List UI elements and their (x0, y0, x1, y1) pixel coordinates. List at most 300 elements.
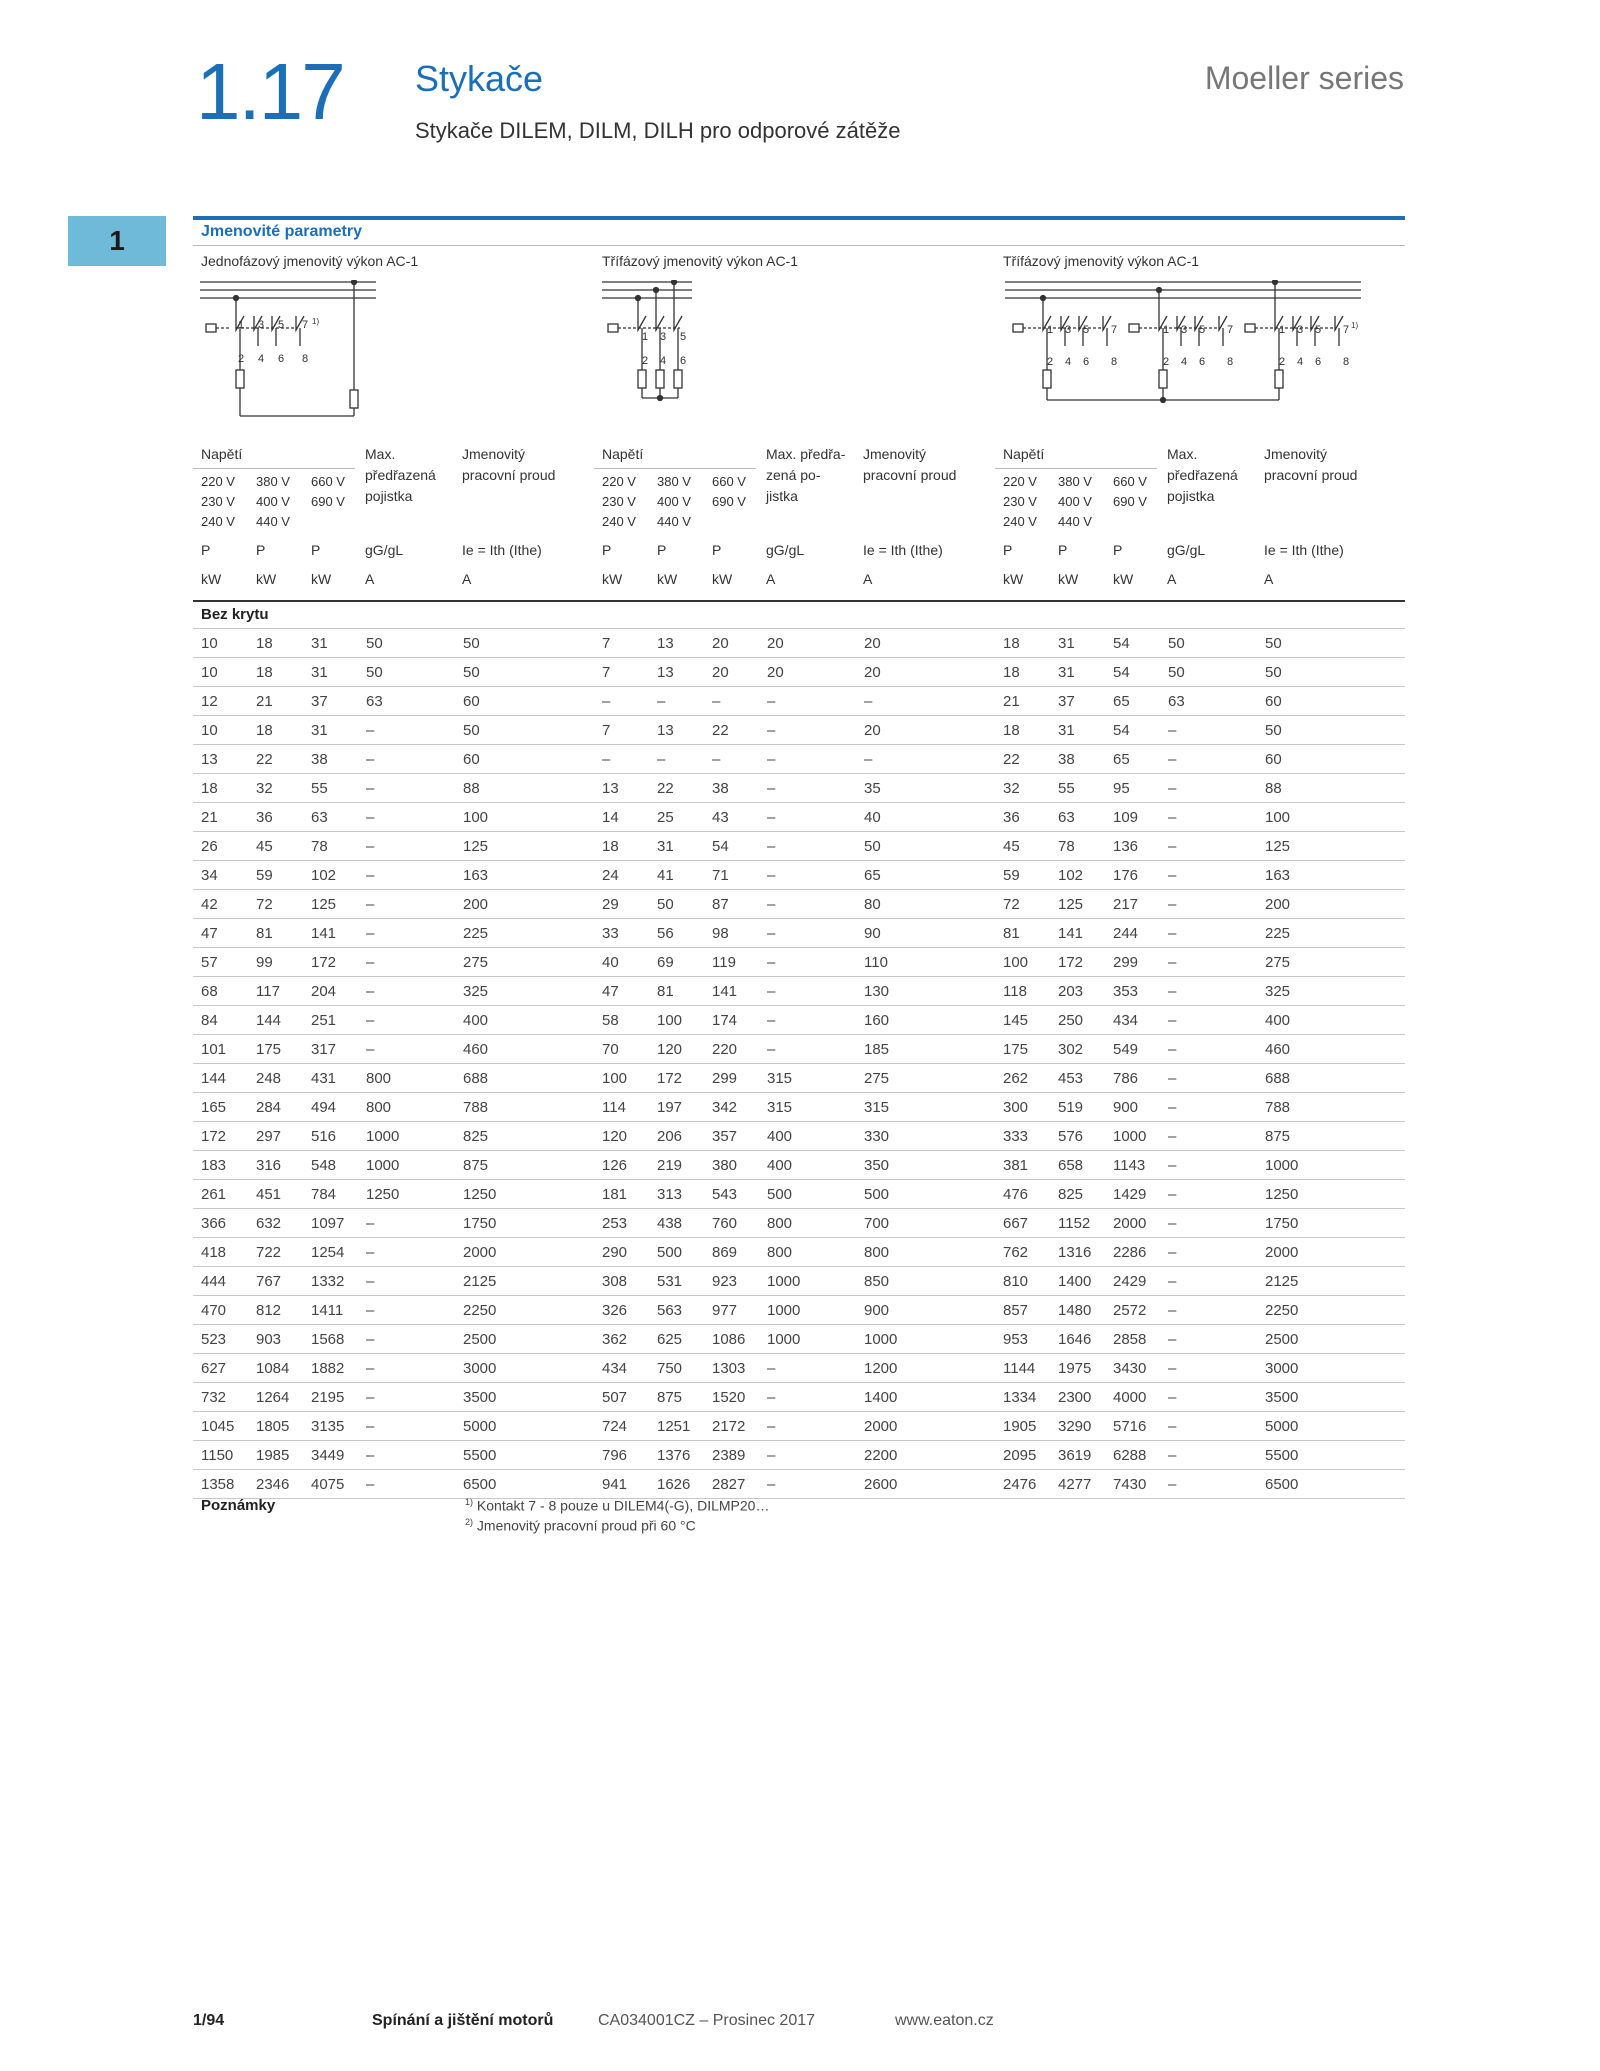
table-cell: 1200 (856, 1354, 995, 1383)
table-cell: 50 (649, 890, 704, 919)
unit-kw: kW (256, 571, 277, 587)
table-cell: – (649, 687, 704, 716)
table-cell: – (759, 890, 856, 919)
table-cell: 875 (455, 1151, 594, 1180)
table-cell: – (1160, 1035, 1257, 1064)
table-cell: 632 (248, 1209, 303, 1238)
table-cell: 217 (1105, 890, 1160, 919)
footnote-text: Jmenovitý pracovní proud při 60 °C (476, 1517, 696, 1534)
table-cell: – (1160, 716, 1257, 745)
table-cell: 54 (704, 832, 759, 861)
table-row (193, 745, 1405, 774)
table-cell: 431 (303, 1064, 358, 1093)
table-cell: 10 (193, 658, 248, 687)
table-cell: 1045 (193, 1412, 248, 1441)
table-cell: 114 (594, 1093, 649, 1122)
table-cell: 2000 (1105, 1209, 1160, 1238)
table-cell: 141 (303, 919, 358, 948)
table-cell: 38 (704, 774, 759, 803)
table-cell: 7 (594, 716, 649, 745)
table-cell: 45 (995, 832, 1050, 861)
table-cell: – (759, 774, 856, 803)
table-cell: 1411 (303, 1296, 358, 1325)
table-header-group (995, 444, 1405, 594)
terminal-label: 4 (1297, 356, 1304, 368)
table-cell: 141 (1050, 919, 1105, 948)
table-cell: – (358, 1006, 455, 1035)
voltage-header: Napětí (1003, 446, 1045, 462)
table-cell: 21 (248, 687, 303, 716)
table-cell: 136 (1105, 832, 1160, 861)
table-cell: 500 (649, 1238, 704, 1267)
terminal-label: 4 (258, 353, 265, 365)
table-cell: 722 (248, 1238, 303, 1267)
footer-catalog-code: CA034001CZ – Prosinec 2017 (598, 2012, 816, 2029)
unit-a: A (1167, 571, 1177, 587)
table-cell: – (759, 861, 856, 890)
table-cell: 18 (248, 658, 303, 687)
table-cell: – (358, 1412, 455, 1441)
unit-a: A (863, 571, 873, 587)
table-cell: 56 (649, 919, 704, 948)
table-cell: 13 (649, 716, 704, 745)
table-row (193, 1093, 1405, 1122)
table-cell: 120 (594, 1122, 649, 1151)
power-symbol: P (311, 542, 321, 558)
table-cell: 175 (995, 1035, 1050, 1064)
table-cell: 1144 (995, 1354, 1050, 1383)
table-row (193, 687, 1405, 716)
table-cell: 451 (248, 1180, 303, 1209)
voltage-value: 220 V (602, 474, 636, 489)
table-row (193, 919, 1405, 948)
table-row (193, 658, 1405, 687)
table-cell: 284 (248, 1093, 303, 1122)
table-cell: 13 (594, 774, 649, 803)
table-cell: 3500 (1257, 1383, 1405, 1412)
unit-kw: kW (201, 571, 222, 587)
table-cell: 3290 (1050, 1412, 1105, 1441)
table-row (193, 1441, 1405, 1470)
table-cell: 2346 (248, 1470, 303, 1499)
table-cell: 13 (649, 658, 704, 687)
table-cell: 163 (455, 861, 594, 890)
voltage-value: 230 V (602, 494, 636, 509)
footer-url[interactable]: www.eaton.cz (895, 2012, 994, 2029)
table-cell: 31 (303, 716, 358, 745)
table-cell: 100 (649, 1006, 704, 1035)
table-cell: – (759, 745, 856, 774)
terminal-label: 6 (278, 353, 285, 365)
table-cell: 326 (594, 1296, 649, 1325)
table-cell: 903 (248, 1325, 303, 1354)
table-cell: – (358, 1296, 455, 1325)
table-row (193, 1238, 1405, 1267)
table-row (193, 1267, 1405, 1296)
table-cell: 1303 (704, 1354, 759, 1383)
table-cell: 50 (358, 629, 455, 658)
table-cell: 2125 (1257, 1267, 1405, 1296)
table-cell: 250 (1050, 1006, 1105, 1035)
table-cell: 50 (1160, 629, 1257, 658)
unit-a: A (462, 571, 472, 587)
terminal-label: 8 (1343, 356, 1350, 368)
table-cell: 1316 (1050, 1238, 1105, 1267)
table-cell: 762 (995, 1238, 1050, 1267)
table-cell: 444 (193, 1267, 248, 1296)
table-cell: 434 (594, 1354, 649, 1383)
table-cell: 2827 (704, 1470, 759, 1499)
table-cell: 181 (594, 1180, 649, 1209)
table-cell: 117 (248, 977, 303, 1006)
table-cell: 65 (1105, 687, 1160, 716)
table-cell: 3000 (1257, 1354, 1405, 1383)
table-cell: 7430 (1105, 1470, 1160, 1499)
table-cell: 325 (1257, 977, 1405, 1006)
table-cell: 29 (594, 890, 649, 919)
table-cell: 317 (303, 1035, 358, 1064)
voltage-value: 240 V (602, 514, 636, 529)
column-title-single-phase: Jednofázový jmenovitý výkon AC-1 (201, 253, 419, 269)
power-symbol: P (712, 542, 722, 558)
table-cell: 825 (1050, 1180, 1105, 1209)
table-cell: 500 (856, 1180, 995, 1209)
terminal-label: 8 (1227, 356, 1234, 368)
table-cell: – (358, 977, 455, 1006)
table-cell: 50 (1257, 629, 1405, 658)
table-cell: 50 (455, 629, 594, 658)
table-cell: 90 (856, 919, 995, 948)
table-cell: – (358, 1035, 455, 1064)
table-row (193, 1383, 1405, 1412)
table-cell: 251 (303, 1006, 358, 1035)
page-title: Stykače (415, 58, 544, 99)
table-cell: 2300 (1050, 1383, 1105, 1412)
table-cell: 953 (995, 1325, 1050, 1354)
table-cell: 688 (1257, 1064, 1405, 1093)
table-row (193, 716, 1405, 745)
table-cell: – (1160, 890, 1257, 919)
table-cell: 300 (995, 1093, 1050, 1122)
terminal-label: 4 (1065, 356, 1072, 368)
table-cell: 1264 (248, 1383, 303, 1412)
table-cell: – (358, 890, 455, 919)
table-cell: – (358, 1354, 455, 1383)
table-cell: 50 (856, 832, 995, 861)
column-title-three-phase-b: Třífázový jmenovitý výkon AC-1 (1003, 253, 1200, 269)
table-cell: 353 (1105, 977, 1160, 1006)
table-cell: – (358, 832, 455, 861)
table-cell: – (704, 687, 759, 716)
table-cell: 50 (1160, 658, 1257, 687)
table-cell: 43 (704, 803, 759, 832)
table-cell: 6288 (1105, 1441, 1160, 1470)
terminal-label: 5 (680, 331, 687, 343)
section-accent-bar (193, 216, 1405, 220)
table-cell: 850 (856, 1267, 995, 1296)
table-cell: 47 (193, 919, 248, 948)
fuse-type: gG/gL (766, 542, 805, 558)
table-row (193, 861, 1405, 890)
table-cell: 1000 (759, 1325, 856, 1354)
terminal-label: 2 (238, 353, 245, 365)
table-cell: 125 (1050, 890, 1105, 919)
table-cell: 244 (1105, 919, 1160, 948)
table-cell: 767 (248, 1267, 303, 1296)
table-cell: 20 (856, 658, 995, 687)
table-cell: – (358, 745, 455, 774)
voltage-value: 690 V (311, 494, 345, 509)
voltage-value: 230 V (201, 494, 235, 509)
table-cell: 200 (455, 890, 594, 919)
unit-kw: kW (602, 571, 623, 587)
table-cell: 1750 (455, 1209, 594, 1238)
voltage-value: 660 V (712, 474, 746, 489)
table-row (193, 890, 1405, 919)
max-fuse-header: Max. předřazená pojistka (365, 446, 436, 504)
table-cell: 299 (704, 1064, 759, 1093)
table-cell: 50 (358, 658, 455, 687)
column-title-three-phase-a: Třífázový jmenovitý výkon AC-1 (602, 253, 799, 269)
table-cell: 1000 (358, 1122, 455, 1151)
table-cell: 2250 (1257, 1296, 1405, 1325)
table-cell: 1254 (303, 1238, 358, 1267)
table-cell: 1400 (1050, 1267, 1105, 1296)
table-cell: 20 (704, 658, 759, 687)
table-cell: 174 (704, 1006, 759, 1035)
table-cell: 65 (856, 861, 995, 890)
table-cell: 315 (856, 1093, 995, 1122)
rated-current-header: Jmenovitý pracovní proud (462, 446, 556, 483)
table-cell: – (1160, 1383, 1257, 1412)
table-cell: 98 (704, 919, 759, 948)
table-row (193, 1180, 1405, 1209)
table-cell: 576 (1050, 1122, 1105, 1151)
footnote-text: Kontakt 7 - 8 pouze u DILEM4(-G), DILMP20… (476, 1497, 770, 1514)
table-cell: 31 (303, 629, 358, 658)
terminal-label: 7 (1227, 324, 1234, 336)
fuse-type: gG/gL (1167, 542, 1206, 558)
table-cell: 1985 (248, 1441, 303, 1470)
ratings-table-body (193, 600, 1405, 1499)
table-cell: 724 (594, 1412, 649, 1441)
table-cell: 6500 (455, 1470, 594, 1499)
table-cell: 380 (704, 1151, 759, 1180)
table-cell: 519 (1050, 1093, 1105, 1122)
table-cell: 3500 (455, 1383, 594, 1412)
table-cell: 1376 (649, 1441, 704, 1470)
table-cell: 84 (193, 1006, 248, 1035)
table-cell: 460 (1257, 1035, 1405, 1064)
table-cell: 70 (594, 1035, 649, 1064)
table-cell: 10 (193, 716, 248, 745)
current-symbol: Ie = Ith (Ithe) (462, 542, 542, 558)
max-fuse-header: Max. předřazená pojistka (1167, 446, 1238, 504)
table-cell: 219 (649, 1151, 704, 1180)
table-cell: 36 (995, 803, 1050, 832)
table-cell: 800 (759, 1238, 856, 1267)
table-header-group (594, 444, 995, 594)
table-cell: 18 (248, 716, 303, 745)
table-cell: 523 (193, 1325, 248, 1354)
table-cell: 101 (193, 1035, 248, 1064)
power-symbol: P (1003, 542, 1013, 558)
table-cell: – (1160, 1122, 1257, 1151)
table-cell: 144 (248, 1006, 303, 1035)
table-cell: 37 (303, 687, 358, 716)
table-cell: 857 (995, 1296, 1050, 1325)
table-cell: 825 (455, 1122, 594, 1151)
table-row (193, 832, 1405, 861)
table-cell: 1251 (649, 1412, 704, 1441)
table-cell: 2500 (455, 1325, 594, 1354)
table-cell: – (1160, 832, 1257, 861)
footnote-2 (465, 1517, 696, 1534)
table-cell: – (358, 1441, 455, 1470)
table-cell: 33 (594, 919, 649, 948)
table-cell: – (1160, 1151, 1257, 1180)
table-cell: 400 (1257, 1006, 1405, 1035)
table-cell: 71 (704, 861, 759, 890)
table-cell: 32 (248, 774, 303, 803)
table-cell: 330 (856, 1122, 995, 1151)
wiring-diagram-single-phase (196, 280, 386, 430)
table-cell: 47 (594, 977, 649, 1006)
group-label: Bez krytu (193, 600, 1405, 629)
table-cell: – (1160, 977, 1257, 1006)
table-cell: 204 (303, 977, 358, 1006)
table-cell: 125 (455, 832, 594, 861)
chapter-tab-label: 1 (109, 225, 125, 256)
table-cell: 453 (1050, 1064, 1105, 1093)
voltage-value: 400 V (256, 494, 290, 509)
table-cell: 163 (1257, 861, 1405, 890)
table-cell: 20 (856, 629, 995, 658)
table-row (193, 1006, 1405, 1035)
table-cell: 31 (1050, 658, 1105, 687)
terminal-label: 3 (660, 331, 667, 343)
table-cell: 5500 (455, 1441, 594, 1470)
table-cell: – (1160, 1209, 1257, 1238)
table-cell: – (358, 716, 455, 745)
terminal-label: 1 (1163, 324, 1170, 336)
fuse-type: gG/gL (365, 542, 404, 558)
table-cell: 35 (856, 774, 995, 803)
terminal-label: 6 (1315, 356, 1322, 368)
table-cell: 4277 (1050, 1470, 1105, 1499)
terminal-label: 3 (1297, 324, 1304, 336)
table-cell: 262 (995, 1064, 1050, 1093)
terminal-label: 7 (1111, 324, 1118, 336)
voltage-value: 440 V (657, 514, 691, 529)
voltage-value: 380 V (657, 474, 691, 489)
table-cell: 1332 (303, 1267, 358, 1296)
table-cell: – (759, 832, 856, 861)
table-cell: 160 (856, 1006, 995, 1035)
table-cell: 275 (1257, 948, 1405, 977)
table-cell: 99 (248, 948, 303, 977)
table-cell: 31 (649, 832, 704, 861)
table-cell: 22 (248, 745, 303, 774)
table-cell: 175 (248, 1035, 303, 1064)
table-cell: – (358, 861, 455, 890)
table-cell: 434 (1105, 1006, 1160, 1035)
table-cell: – (759, 1441, 856, 1470)
unit-kw: kW (311, 571, 332, 587)
table-cell: 2600 (856, 1470, 995, 1499)
table-cell: – (358, 1470, 455, 1499)
table-cell: – (759, 919, 856, 948)
voltage-value: 400 V (1058, 494, 1092, 509)
table-cell: 1750 (1257, 1209, 1405, 1238)
table-row (193, 1412, 1405, 1441)
table-cell: 63 (1160, 687, 1257, 716)
table-cell: 60 (1257, 745, 1405, 774)
table-cell: 57 (193, 948, 248, 977)
table-cell: – (1160, 1006, 1257, 1035)
table-row (193, 977, 1405, 1006)
table-cell: 88 (455, 774, 594, 803)
table-cell: 5716 (1105, 1412, 1160, 1441)
table-cell: 18 (193, 774, 248, 803)
table-group-row (193, 600, 1405, 629)
table-cell: 2389 (704, 1441, 759, 1470)
table-cell: 548 (303, 1151, 358, 1180)
table-cell: 900 (1105, 1093, 1160, 1122)
table-cell: 100 (995, 948, 1050, 977)
table-cell: 10 (193, 629, 248, 658)
table-cell: 941 (594, 1470, 649, 1499)
table-cell: 1250 (1257, 1180, 1405, 1209)
table-cell: 95 (1105, 774, 1160, 803)
table-cell: – (358, 1209, 455, 1238)
voltage-value: 220 V (201, 474, 235, 489)
table-cell: 3430 (1105, 1354, 1160, 1383)
table-cell: 2200 (856, 1441, 995, 1470)
table-cell: – (1160, 774, 1257, 803)
table-cell: 40 (856, 803, 995, 832)
table-cell: 78 (303, 832, 358, 861)
rated-current-header: Jmenovitý pracovní proud (1264, 446, 1358, 483)
ratings-table (193, 600, 1405, 1499)
table-cell: 20 (759, 658, 856, 687)
table-row (193, 1354, 1405, 1383)
table-cell: 130 (856, 977, 995, 1006)
table-cell: 297 (248, 1122, 303, 1151)
table-cell: 1358 (193, 1470, 248, 1499)
table-cell: 55 (1050, 774, 1105, 803)
table-row (193, 774, 1405, 803)
table-cell: 308 (594, 1267, 649, 1296)
voltage-value: 660 V (1113, 474, 1147, 489)
table-cell: – (1160, 1238, 1257, 1267)
table-cell: 72 (995, 890, 1050, 919)
table-row (193, 1122, 1405, 1151)
table-cell: 100 (594, 1064, 649, 1093)
table-cell: 2000 (455, 1238, 594, 1267)
unit-kw: kW (1113, 571, 1134, 587)
current-symbol: Ie = Ith (Ithe) (1264, 542, 1344, 558)
table-cell: 438 (649, 1209, 704, 1238)
wiring-diagram-three-phase-b (1003, 280, 1383, 430)
table-cell: 3000 (455, 1354, 594, 1383)
table-cell: 55 (303, 774, 358, 803)
table-cell: 172 (649, 1064, 704, 1093)
table-cell: 1646 (1050, 1325, 1105, 1354)
table-cell: 400 (455, 1006, 594, 1035)
table-cell: 38 (303, 745, 358, 774)
table-cell: 1905 (995, 1412, 1050, 1441)
